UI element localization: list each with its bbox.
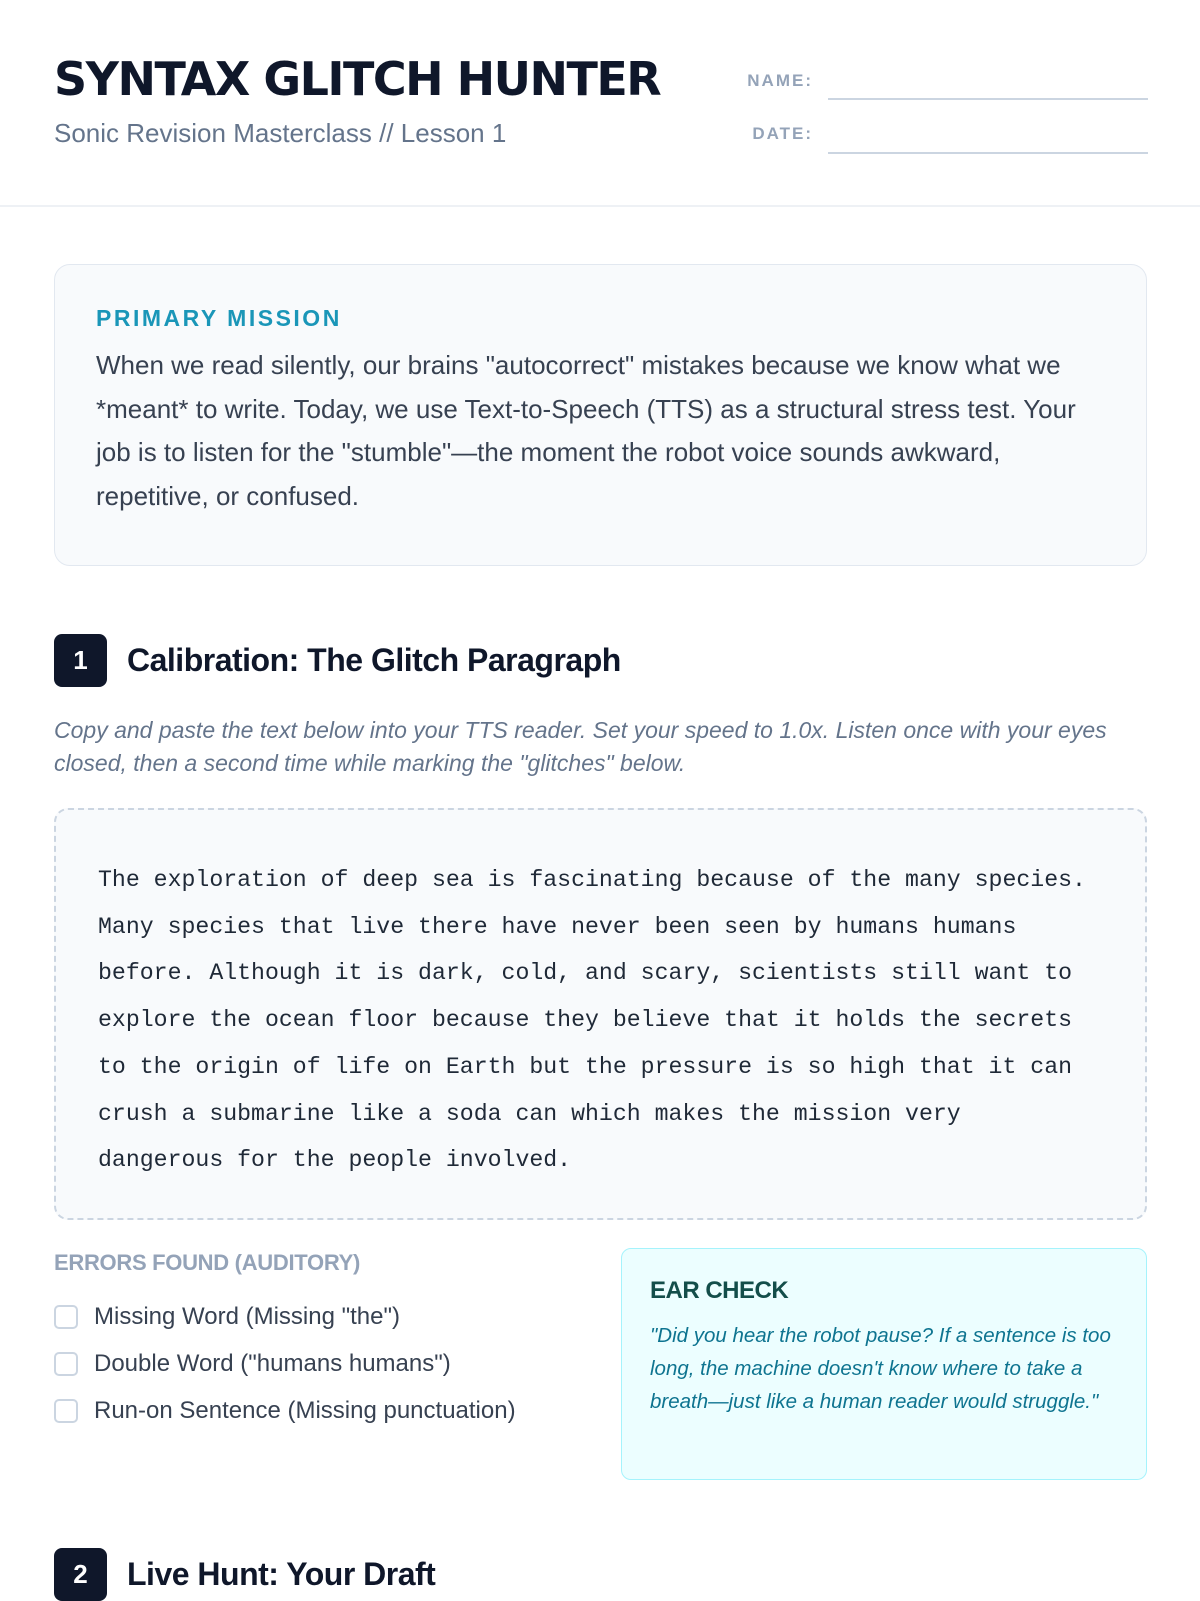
- primary-mission-label: PRIMARY MISSION: [96, 305, 342, 331]
- error-label[interactable]: Run-on Sentence (Missing punctuation): [94, 1397, 516, 1424]
- worksheet-subtitle: Sonic Revision Masterclass // Lesson 1: [54, 118, 507, 148]
- primary-mission-card: [54, 264, 1147, 566]
- glitch-line: The exploration of deep sea is fascinating because of the many species.: [98, 867, 1086, 893]
- checkbox[interactable]: [54, 1399, 78, 1423]
- glitch-line: to the origin of life on Earth but the pressure is so high that it can: [98, 1053, 1073, 1080]
- section-2-title: Live Hunt: Your Draft: [127, 1556, 436, 1592]
- checkbox[interactable]: [54, 1305, 78, 1329]
- error-label[interactable]: Double Word ("humans humans"): [94, 1350, 451, 1377]
- name-field-line[interactable]: [828, 98, 1148, 100]
- glitch-paragraph-text[interactable]: [98, 857, 1115, 1184]
- glitch-line: Many species that live there have never been seen by humans humans: [98, 913, 1017, 940]
- primary-mission-text: When we read silently, our brains "autocorrect" mistakes because we know what we *meant* to write. Today, we use Text-to-Speech (TTS) as a structural stress test. Your job is to listen for the "stumble"—the moment the robot voice sounds awkward, repetitive, or confused.: [96, 350, 1076, 511]
- date-label: DATE:: [752, 124, 813, 143]
- glitch-paragraph-box[interactable]: [54, 808, 1147, 1220]
- error-label[interactable]: Missing Word (Missing "the"): [94, 1303, 400, 1330]
- ear-check-title: EAR CHECK: [650, 1277, 789, 1304]
- checkbox[interactable]: [54, 1352, 78, 1376]
- worksheet-title: SYNTAX GLITCH HUNTER: [54, 52, 661, 106]
- glitch-line: dangerous for the people involved.: [98, 1147, 572, 1174]
- glitch-line: before. Although it is dark, cold, and scary, scientists still want to: [98, 960, 1073, 987]
- section-1-title: Calibration: The Glitch Paragraph: [127, 642, 621, 678]
- errors-found-heading: ERRORS FOUND (AUDITORY): [54, 1250, 360, 1275]
- section-1-instructions: Copy and paste the text below into your TTS reader. Set your speed to 1.0x. Listen once with your eyes closed, then a second time while marking the "glitches" below.: [54, 717, 1107, 776]
- section-1-number-badge: 1: [54, 634, 107, 687]
- glitch-line: crush a submarine like a soda can which makes the mission very: [98, 1100, 961, 1127]
- ear-check-callout: [621, 1248, 1147, 1480]
- date-field-line[interactable]: [828, 152, 1148, 154]
- worksheet-header: [0, 0, 1200, 207]
- glitch-line: explore the ocean floor because they believe that it holds the secrets: [98, 1007, 1073, 1034]
- ear-check-quote: "Did you hear the robot pause? If a sentence is too long, the machine doesn't know where to take a breath—just like a human reader would struggle.": [650, 1324, 1111, 1413]
- name-label: NAME:: [747, 71, 813, 90]
- section-2-number-badge: 2: [54, 1548, 107, 1601]
